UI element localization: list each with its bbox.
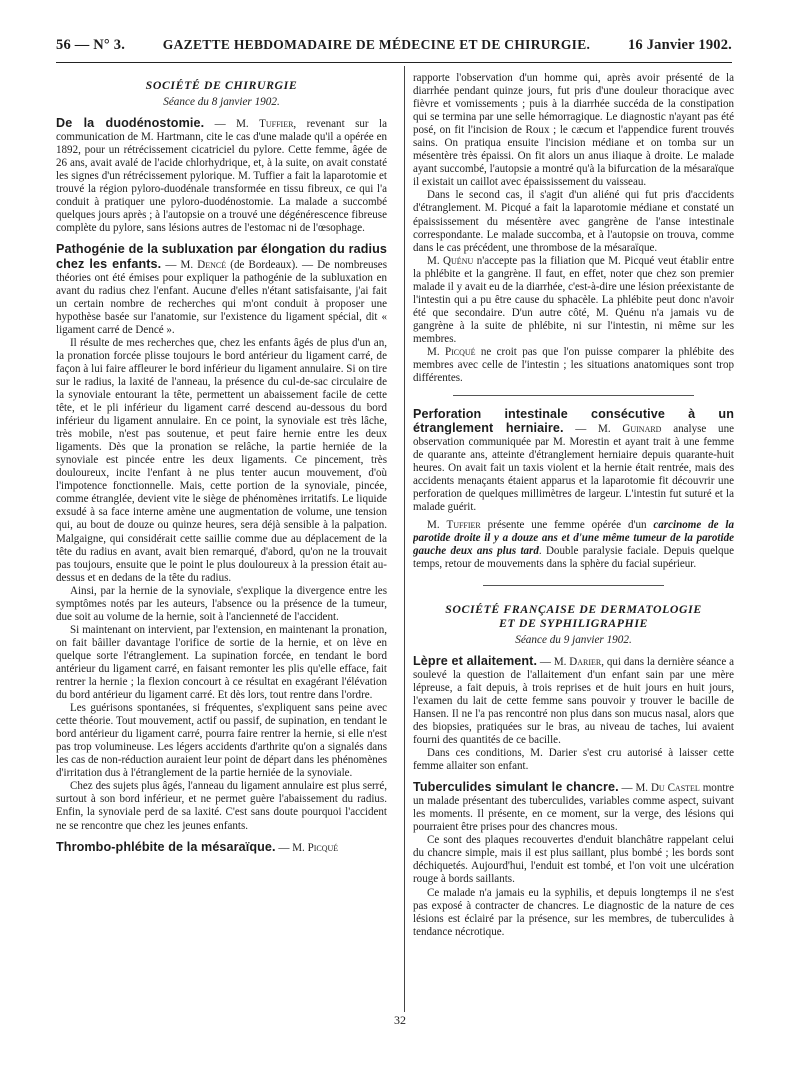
article-text: analyse une observation communiquée par M. Morestin et ayant trait à une femme de quarante ans, atteinte d'étranglement herniaire depuis quarante-huit heures. On avait fait un taxis violent et la hernie était rentrée, mais des accidents menaçants étaient apparus et la laparotomie fit découvrir une perforation de quelques millimètres de largeur. L'intestin fut suturé et la malade guérit. <box>413 423 734 514</box>
header-date: 16 Janvier 1902. <box>627 37 732 53</box>
author-name: Quénu <box>443 254 474 267</box>
author-name: Du Castel <box>650 782 700 795</box>
page-number: 32 <box>394 1013 406 1027</box>
author-name: Tuffier <box>446 518 481 531</box>
paragraph: Ainsi, par la hernie de la synoviale, s'explique la divergence entre les symptômes notés par les auteurs, l'absence ou la présence de la tumeur, due soit au volume de la hernie, soit à l'ancienneté de l'accident. <box>56 584 387 623</box>
seance-date-1: Séance du 8 janvier 1902. <box>163 96 280 108</box>
column-divider <box>404 66 405 1012</box>
article-text: montre un malade présentant des tuberculides, variables comme aspect, suivant les moments. Il présente, en ce moment, sur la verge, des lésions qui pourraient être prises pour des chancres mous. <box>413 782 734 834</box>
paragraph: M. Quénu n'accepte pas la filiation que M. Picqué veut établir entre la phlébite et la gangrène. Il faut, en effet, noter que chez son premier malade il y avait eu de la diarrhée, c'est-à-dire une lésion préexistante de l'intestin qui a pu être cause du sphacèle. La phlébite peut donc n'avoir été que secondaire. D'un autre côté, M. Quénu n'a jamais vu de gangrène à la suite de phlébite, ni sur l'intestin, ni même sur les membres. <box>413 254 734 345</box>
author-name: Darier <box>569 655 602 668</box>
paragraph: Dans ces conditions, M. Darier s'est cru autorisé à laisser cette femme allaiter son enfant. <box>413 747 734 773</box>
author-name: Dencé <box>197 258 227 271</box>
running-header <box>56 37 732 54</box>
article-title: De la duodénostomie. <box>56 116 205 131</box>
header-journal-title: GAZETTE HEBDOMADAIRE DE MÉDECINE ET DE CHIRURGIE. <box>162 37 591 52</box>
right-column <box>413 72 734 1020</box>
article-subluxation: Pathogénie de la subluxation par élongation du radius chez les enfants. — M. Dencé (de Bordeaux). — De nombreuses théories ont été émises pour expliquer la pathogénie de la subluxation en avant du radius chez l'enfant. Aucune d'elles n'étant satisfaisante, j'ai fait un certain nombre de recherches qui m'ont conduit à proposer une hypothèse basée sur l'anatomie, sur l'existence du ligament spécial, dit « ligament carré de Dencé ». <box>56 242 387 336</box>
paragraph: Si maintenant on intervient, par l'extension, en maintenant la pronation, on fait bâiller davantage l'orifice de sortie de la hernie, et on lève en quelque sorte l'étranglement. La supination forcée, en tendant le bord antérieur du ligament carré, en faisant remonter les plis qu'elle efface, fait rentrer la hernie ; la flexion concourt à ce résultat en exagérant l'élévation du bord antérieur du ligament carré. Et dès lors, tout rentre dans l'ordre. <box>56 623 387 702</box>
article-lepre: Lèpre et allaitement. — M. Darier, qui dans la dernière séance a soulevé la question de l'allaitement d'un enfant sain par une mère lépreuse, a fait depuis, à trois reprises et de huit jours en huit jours, l'examen du lait de cette femme sans pouvoir y trouver le bacille de Hansen. Il ne l'a pas rencontré non plus dans son mucus nasal, alors que des biopsies, pratiquées sur le bras, au niveau de taches, lui avaient fourni des quantités de ce bacille. <box>413 653 734 747</box>
header-rule <box>56 62 732 63</box>
paragraph: Ce sont des plaques recouvertes d'enduit blanchâtre rappelant celui du chancre simple, mais il est plus saillant, plus bombé ; les bords sont déchiquetés. Aujourd'hui, l'enduit est tombé, et l'on voit une ulcération rouge à bords saillants. <box>413 834 734 886</box>
paragraph: M. Tuffier présente une femme opérée d'un carcinome de la parotide droite il y a douze ans et d'une même tumeur de la parotide gauche deux ans plus tard. Double paralysie faciale. Depuis quelque temps, retour de mouvements dans la sphère du facial supérieur. <box>413 518 734 570</box>
paragraph: M. Picqué ne croit pas que l'on puisse comparer la phlébite des membres avec celle de l'intestin ; les situations anatomiques sont trop différentes. <box>413 345 734 385</box>
article-title: Perforation intestinale consécutive à un étranglement herniaire. <box>413 407 734 436</box>
article-perforation: Perforation intestinale consécutive à un étranglement herniaire. — M. Guinard analyse une observation communiquée par M. Morestin et ayant trait à une femme de quarante ans, atteinte d'étranglement herniaire depuis quarante-huit heures. On avait fait un taxis violent et la hernie était rentrée, mais des accidents menaçants étaient apparus et la laparotomie fit découvrir une perforation de quelques millimètres de largeur. L'intestin fut suturé et la malade guérit. <box>413 407 734 514</box>
left-column <box>56 72 387 1020</box>
header-page-issue: 56 — N° 3. <box>56 37 126 53</box>
section-separator <box>453 395 694 396</box>
author-name: Guinard <box>622 423 662 436</box>
article-continuation: rapporte l'observation d'un homme qui, après avoir présenté de la diarrhée pendant quinze jours, fut pris d'une douleur thoracique avec fièvre et vomissements ; puis à la diarrhée succéda de la constipation qui se termina par une selle hémorragique. Le diagnostic n'ayant pas été posé, on fit l'incision de Roux ; le cæcum et l'appendice furent trouvés sains. On pratiqua ensuite l'incision médiane et on tomba sur un mésentère très épaissi. On fit alors un anus iliaque à droite. Le malade ayant succombé, l'autopsie a montré qu'à la bifurcation de la mésaraïque il existait un caillot avec épaississement du vaisseau. <box>413 72 734 189</box>
author-name: Picqué <box>444 345 476 358</box>
article-text: (de Bordeaux). — De nombreuses théories ont été émises pour expliquer la pathogénie de la subluxation en avant du radius chez l'enfant. Aucune d'elles n'étant satisfaisante, j'ai fait un certain nombre de recherches qui m'ont conduit à proposer une hypothèse basée sur l'anatomie, sur l'existence du ligament spécial, dit « ligament carré de Dencé ». <box>56 258 387 336</box>
article-duodenostomie: De la duodénostomie. — M. Tuffier, revenant sur la communication de M. Hartmann, cite le cas d'une malade qu'il a opérée en 1892, pour un rétrécissement cicatriciel du pylore. Cette femme, âgée de 26 ans, avait avalé de l'acide chlorhydrique, et, à la suite, on avait constaté les signes d'un rétrécissement pylorique. M. Tuffier a fait la laparotomie et trouvé la région pyloro-duodénale transformée en tissu fibreux, ce qui l'a conduit à pratiquer une pyloro-duodénostomie. La malade a succombé quelques jours après ; à l'autopsie on a trouvé une dégénérescence fibreuse complète du pylore, sans lésions autres de l'estomac ni de l'œsophage. <box>56 116 387 235</box>
article-title: Thrombo-phlébite de la mésaraïque. <box>56 839 276 854</box>
paragraph: Il résulte de mes recherches que, chez les enfants âgés de plus d'un an, la pronation forcée plisse toujours le bord antérieur du ligament carré, de façon à lui faire affleurer le bord inférieur du ligament annulaire. Si on tire sur le radius, la laxité de l'anneau, la présence du cul-de-sac circulaire de la synoviale entourant la tête, permettent un abaissement facile de cette tête, et le pli inférieur du ligament carré descend au-dessous du bord inférieur du ligament annulaire. En ce point, la synoviale est très lâche, très mobile, n'est pas soutenue, et peut faire hernie entre les deux ligaments. Dès que la pronation se relâche, la partie herniée de la synoviale est pincée entre les deux ligaments. Ce pincement, très douloureux, incite l'enfant à ne plus tenter aucun mouvement, d'où l'impotence fonctionnelle. Mais, cette portion de la synoviale, pincée, comme étranglée, devient vite le siège de phénomènes irritatifs. Le liquide exsudé à sa face interne amène une augmentation de volume, une tension qui, au bout de douze ou quinze heures, sera déjà sensible à la palpation. Malgaigne, qui considérait cette saillie comme due au déplacement de la tête du radius en avant, avait bien remarqué, d'abord, qu'on ne la trouvait pas toujours, ensuite que le point le plus douloureux à la pression était au-dessus et en dedans de la tête du radius. <box>56 336 387 584</box>
paragraph: Dans le second cas, il s'agit d'un aliéné qui fut pris d'accidents d'étranglement. M. Picqué a fait la laparotomie médiane et constaté un épaississement du mésentère avec gangrène de l'anse intestinale correspondante. Le malade succomba, et à l'autopsie on trouva, comme dans le cas précédent, une thrombose de la mésaraïque. <box>413 189 734 254</box>
article-text: , qui dans la dernière séance a soulevé la question de l'allaitement d'un enfant sain par une mère lépreuse, a fait depuis, à trois reprises et de huit jours en huit jours, l'examen du lait de cette femme sans pouvoir y trouver le bacille de Hansen. Il ne l'a pas rencontré non plus dans son mucus nasal, alors que des biopsies, pratiquées sur le bras, au niveau de taches, lui avaient fourni des quantités de ce bacille. <box>413 655 734 747</box>
emphasis-text: carcinome de la parotide droite il y a douze ans et d'une même tumeur de la parotide gauche deux ans plus tard <box>413 518 734 557</box>
article-title: Pathogénie de la subluxation par élongation du radius chez les enfants. <box>56 242 387 271</box>
author-name: Tuffier <box>259 118 294 131</box>
paragraph: Les guérisons spontanées, si fréquentes, s'expliquent sans peine avec cette théorie. Tout mouvement, actif ou passif, de supination, en tendant le bord antérieur du ligament carré, pourra faire rentrer la hernie, si elle n'est pas trop volumineuse. Les légers accidents d'arthrite qu'on a signalés dans les cas de non-réduction auraient leur point de départ dans les phénomènes d'irritation dus à l'étranglement de la partie herniée de la synoviale. <box>56 702 387 780</box>
paragraph: Ce malade n'a jamais eu la syphilis, et depuis longtemps il ne s'est pas exposé à contracter de chancres. Le diagnostic de la nature de ces lésions est éclairé par la présence, sur les membres, de tuberculides à tendance nécrotique. <box>413 886 734 938</box>
article-title: Tuberculides simulant le chancre. <box>413 780 619 795</box>
article-tuberculides: Tuberculides simulant le chancre. — M. Du Castel montre un malade présentant des tuberculides, variables comme aspect, suivant les moments. Il présente, en ce moment, sur la verge, des lésions qui pourraient être prises pour des chancres mous. <box>413 780 734 834</box>
seance-date-2: Séance du 9 janvier 1902. <box>515 633 632 646</box>
paragraph: Chez des sujets plus âgés, l'anneau du ligament annulaire est plus serré, surtout à son bord inférieur, et ne permet guère l'abaissement du radius. Enfin, la synoviale perd de sa laxité. C'est sans doute pourquoi l'accident ne se rencontre que chez les jeunes enfants. <box>56 780 387 832</box>
article-thrombo-phlebite: Thrombo-phlébite de la mésaraïque. — M. Picqué <box>56 839 339 854</box>
author-name: Picqué <box>307 841 339 854</box>
section-separator <box>483 585 664 586</box>
article-text: , revenant sur la communication de M. Hartmann, cite le cas d'une malade qu'il a opérée en 1892, pour un rétrécissement cicatriciel du pylore. Cette femme, âgée de 26 ans, avait avalé de l'acide chlorhydrique, et, à la suite, on avait constaté les signes d'un rétrécissement pylorique. M. Tuffier a fait la laparotomie et trouvé la région pyloro-duodénale transformée en tissu fibreux, ce qui l'a conduit à pratiquer une pyloro-duodénostomie. La malade a succombé quelques jours après ; à l'autopsie on a trouvé une dégénérescence fibreuse complète du pylore, sans lésions autres de l'estomac ni de l'œsophage. <box>56 118 387 235</box>
society-title-dermatologie: SOCIÉTÉ FRANÇAISE DE DERMATOLOGIE ET DE SYPHILIGRAPHIE <box>445 601 702 630</box>
article-title: Lèpre et allaitement. <box>413 653 538 668</box>
society-title-chirurgie: SOCIÉTÉ DE CHIRURGIE <box>145 78 298 92</box>
